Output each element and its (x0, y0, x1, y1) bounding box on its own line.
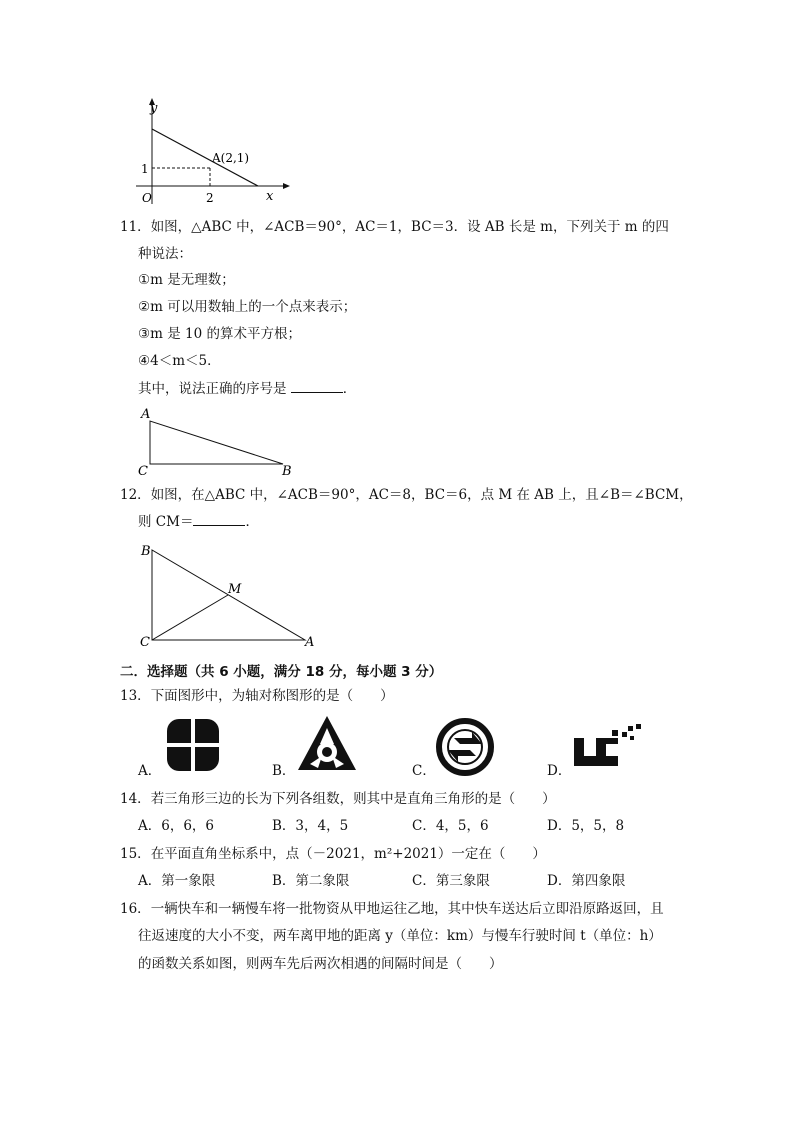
q12-ask: 则 CM＝ (138, 514, 194, 530)
q13-option-a-figure (164, 716, 222, 774)
q12-answer-blank[interactable] (193, 513, 245, 526)
q14-option-a[interactable]: A．6，6，6 (138, 818, 215, 834)
q12-stem-1: 如图，在△ABC 中，∠ACB＝90°，AC＝8，BC＝6，点 M 在 AB 上，且∠B＝∠BCM， (150, 487, 693, 503)
q13-option-c-figure (436, 718, 494, 776)
figure-coordinate-line (130, 96, 300, 206)
q15-option-d[interactable]: D．第四象限 (547, 873, 626, 889)
q16-stem-2: 往返速度的大小不变，两车离甲地的距离 y（单位：km）与慢车行驶时间 t（单位：h） (138, 928, 662, 944)
q12-label-m: M (228, 582, 242, 597)
q12-segment-cm (152, 595, 228, 640)
q14-option-d[interactable]: D．5，5，8 (547, 818, 625, 834)
q15-number: 15． (120, 846, 151, 862)
q11-statement-2: ②m 可以用数轴上的一个点来表示； (138, 299, 357, 315)
q11-label-a: A (141, 407, 151, 422)
q15-option-c[interactable]: C．第三象限 (412, 873, 490, 889)
q12-ask-end: ． (245, 514, 259, 530)
x-label: x (266, 189, 274, 204)
q11-stem-2: 种说法： (138, 246, 192, 262)
q13-option-d-label[interactable]: D． (547, 763, 572, 779)
figure-q11-triangle (135, 404, 300, 476)
q11-ask: 其中，说法正确的序号是 (138, 381, 287, 397)
q16-stem-3: 的函数关系如图，则两车先后两次相遇的间隔时间是（ ） (138, 956, 503, 972)
q13-stem-line (120, 687, 394, 705)
q14-option-b[interactable]: B．3，4，5 (272, 818, 349, 834)
x-axis-arrow (283, 183, 290, 189)
y-label: y (150, 101, 158, 116)
q11-triangle (150, 421, 283, 464)
q15-option-b[interactable]: B．第二象限 (272, 873, 350, 889)
q15-stem-line (120, 845, 546, 863)
q11-label-c: C (138, 464, 148, 476)
q12-label-a: A (305, 635, 315, 650)
q13-number: 13． (120, 688, 151, 704)
q13-option-a-label[interactable]: A． (138, 763, 162, 779)
q12-question (138, 513, 259, 531)
q11-question (138, 380, 356, 398)
q12-number: 12． (120, 487, 151, 503)
figure-q12-triangle (135, 540, 325, 652)
section-2-title: 二．选择题（共 6 小题，满分 18 分，每小题 3 分） (120, 664, 443, 680)
q14-option-c[interactable]: C．4，5，6 (412, 818, 489, 834)
q13-option-b-label[interactable]: B． (272, 763, 296, 779)
q15-option-a[interactable]: A．第一象限 (138, 873, 216, 889)
q16-stem-line-1 (120, 900, 664, 918)
tick-y-label: 1 (141, 162, 149, 176)
q11-answer-blank[interactable] (291, 380, 343, 393)
q13-option-b-figure (296, 714, 358, 776)
q12-label-b: B (141, 544, 151, 559)
q11-statement-1: ①m 是无理数； (138, 272, 235, 288)
q11-label-b: B (282, 464, 292, 476)
q11-statement-3: ③m 是 10 的算术平方根； (138, 326, 301, 342)
q12-label-c: C (140, 635, 150, 650)
q11-statement-4: ④4＜m＜5． (138, 353, 221, 369)
point-label: A(2,1) (212, 151, 250, 165)
q11-stem-1: 如图，△ABC 中，∠ACB＝90°，AC＝1，BC＝3．设 AB 长是 m，下列关于 m 的四 (150, 219, 669, 235)
q12-stem-line-1 (120, 486, 693, 504)
q14-number: 14． (120, 791, 151, 807)
q13-stem: 下面图形中，为轴对称图形的是（ ） (150, 688, 394, 704)
q14-stem-line (120, 790, 556, 808)
q16-number: 16． (120, 901, 151, 917)
tick-x-label: 2 (206, 191, 214, 205)
q13-option-c-label[interactable]: C． (412, 763, 436, 779)
q15-stem: 在平面直角坐标系中，点（－2021，m²+2021）一定在（ ） (150, 846, 546, 862)
q11-ask-end: ． (342, 381, 357, 397)
q11-number: 11． (120, 219, 151, 235)
q13-option-d-figure (572, 722, 644, 772)
q14-stem: 若三角形三边的长为下列各组数，则其中是直角三角形的是（ ） (150, 791, 556, 807)
q11-stem-line-1 (120, 218, 669, 236)
origin-label: O (142, 191, 152, 205)
q16-stem-1: 一辆快车和一辆慢车将一批物资从甲地运往乙地，其中快车送达后立即沿原路返回，且 (150, 901, 664, 917)
